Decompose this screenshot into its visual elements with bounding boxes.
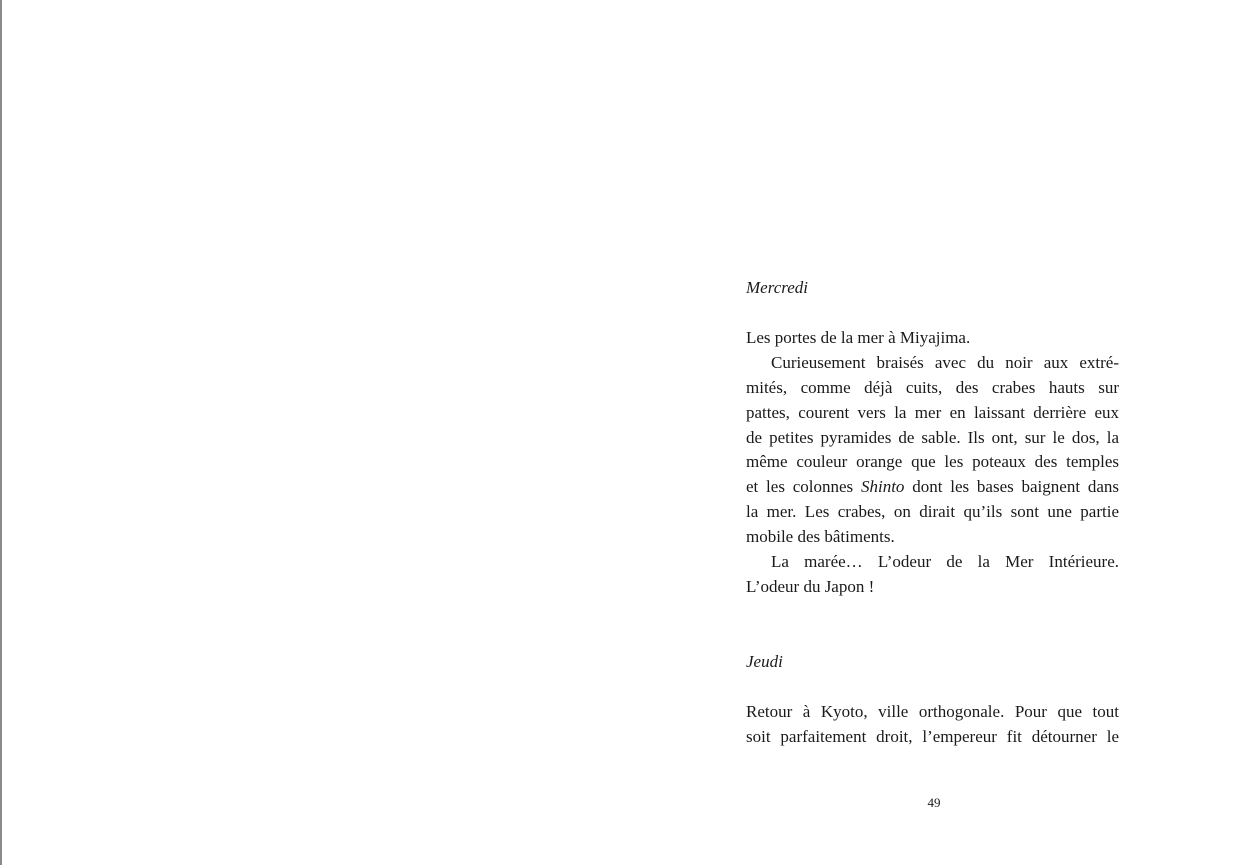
paragraph-line: Les portes de la mer à Miyajima.	[746, 327, 971, 347]
heading-spacer	[746, 675, 1119, 700]
text-run: et les colonnes	[746, 477, 854, 497]
paragraph-line: La marée… L’odeur de la Mer Intérieure.	[771, 552, 1119, 572]
paragraph-line: mités, comme déjà cuits, des crabes hauts sur	[746, 377, 1119, 397]
text-run: dont les bases baignent dans	[912, 477, 1120, 497]
day-heading-thursday: Jeudi	[746, 651, 783, 671]
paragraph-line: la mer. Les crabes, on dirait qu’ils sont une partie	[746, 502, 1119, 522]
day-heading-wednesday: Mercredi	[746, 278, 808, 297]
page-text-block	[746, 276, 1119, 750]
paragraph-line: mobile des bâtiments.	[746, 527, 895, 547]
paragraph-line-with-italic	[746, 475, 1119, 500]
paragraph-line: même couleur orange que les poteaux des temples	[746, 452, 1119, 472]
paragraph-line: pattes, courent vers la mer en laissant derrière eux	[746, 402, 1119, 422]
section-spacer	[746, 600, 1119, 650]
paragraph-line: soit parfaitement droit, l’empereur fit détourner le	[746, 726, 1119, 746]
heading-spacer	[746, 301, 1119, 326]
italic-word-shinto: Shinto	[860, 477, 905, 497]
paragraph-line: Curieusement braisés avec du noir aux extré-	[771, 352, 1119, 372]
paragraph-line: Retour à Kyoto, ville orthogonale. Pour que tout	[746, 701, 1119, 721]
page-number: 49	[927, 795, 941, 810]
paragraph-line: L’odeur du Japon !	[746, 576, 875, 596]
paragraph-line: de petites pyramides de sable. Ils ont, sur le dos, la	[746, 427, 1119, 447]
